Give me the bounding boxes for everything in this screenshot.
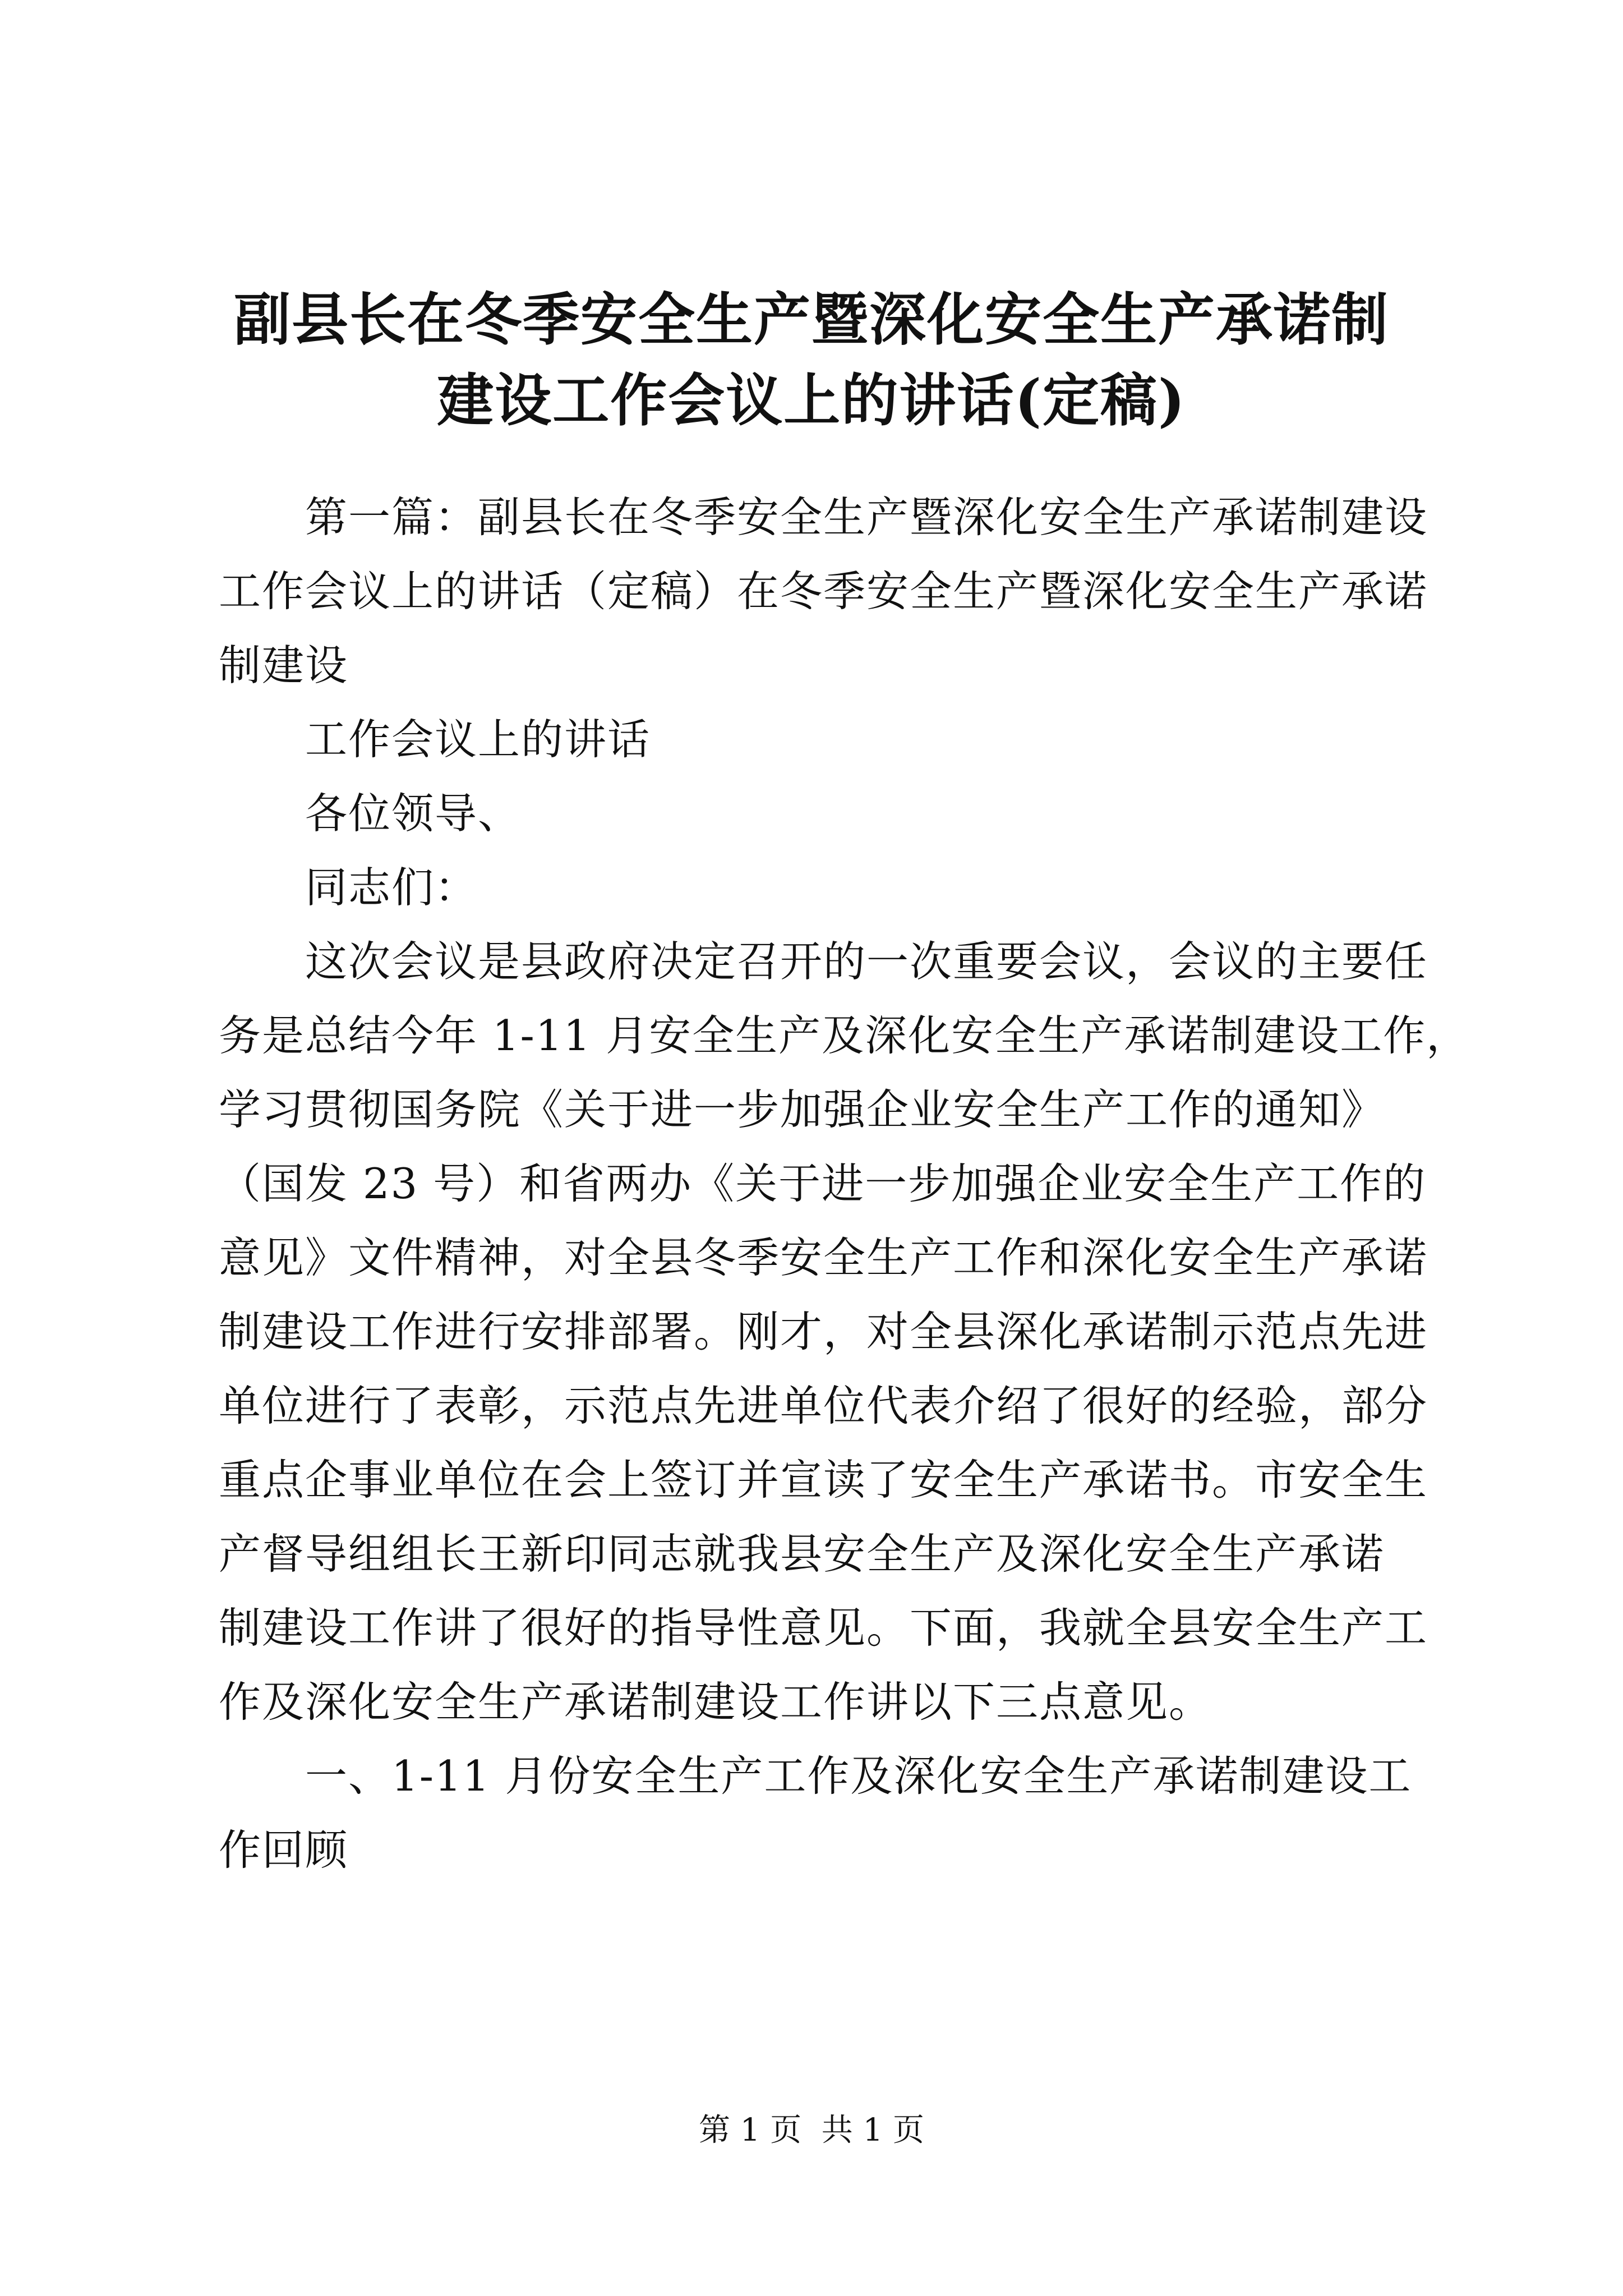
text-line: 各位领导、 [305,789,522,838]
title-line-2: 建设工作会议上的讲话(定稿) [437,367,1186,434]
text-line: 作及深化安全生产承诺制建设工作讲以下三点意见。 [219,1677,1212,1727]
text-line: 第一篇：副县长在冬季安全生产暨深化安全生产承诺制建设 [305,493,1428,542]
text-line: （国发 23 号）和省两办《关于进一步加强企业安全生产工作的 [219,1159,1427,1208]
text-line: 制建设工作讲了很好的指导性意见。下面，我就全县安全生产工 [219,1603,1428,1653]
text-line: 工作会议上的讲话（定稿）在冬季安全生产暨深化安全生产承诺 [219,567,1428,616]
text-line: 同志们： [305,863,478,912]
text-line: 作回顾 [219,1825,349,1875]
document-body [219,480,1470,1887]
document-title [185,279,1438,441]
paragraph-subtitle [219,702,1408,776]
paragraph-salutation-2 [219,850,1408,924]
text-line: 制建设工作进行安排部署。刚才，对全县深化承诺制示范点先进 [219,1307,1428,1356]
text-line: 制建设 [219,641,349,690]
text-line: 单位进行了表彰，示范点先进单位代表介绍了很好的经验，部分 [219,1381,1428,1430]
text-line: 务是总结今年 1-11 月安全生产及深化安全生产承诺制建设工作， [219,1011,1470,1060]
text-line: 意见》文件精神，对全县冬季安全生产工作和深化安全生产承诺 [219,1233,1428,1282]
paragraph-section-heading [219,1739,1412,1887]
text-line: 重点企事业单位在会上签订并宣读了安全生产承诺书。市安全生 [219,1455,1428,1504]
title-line-1: 副县长在冬季安全生产暨深化安全生产承诺制 [233,286,1389,353]
text-line: 这次会议是县政府决定召开的一次重要会议，会议的主要任 [305,937,1428,986]
text-line: 学习贯彻国务院《关于进一步加强企业安全生产工作的通知》 [219,1085,1385,1134]
text-line: 工作会议上的讲话 [305,715,651,764]
page-footer: 第 1 页 共 1 页 [698,2112,925,2148]
paragraph-intro [219,480,1428,702]
paragraph-main [219,924,1470,1739]
paragraph-salutation-1 [219,776,1408,850]
text-line: 产督导组组长王新印同志就我县安全生产及深化安全生产承诺 [219,1529,1385,1579]
text-line: 一、1-11 月份安全生产工作及深化安全生产承诺制建设工 [305,1751,1412,1801]
